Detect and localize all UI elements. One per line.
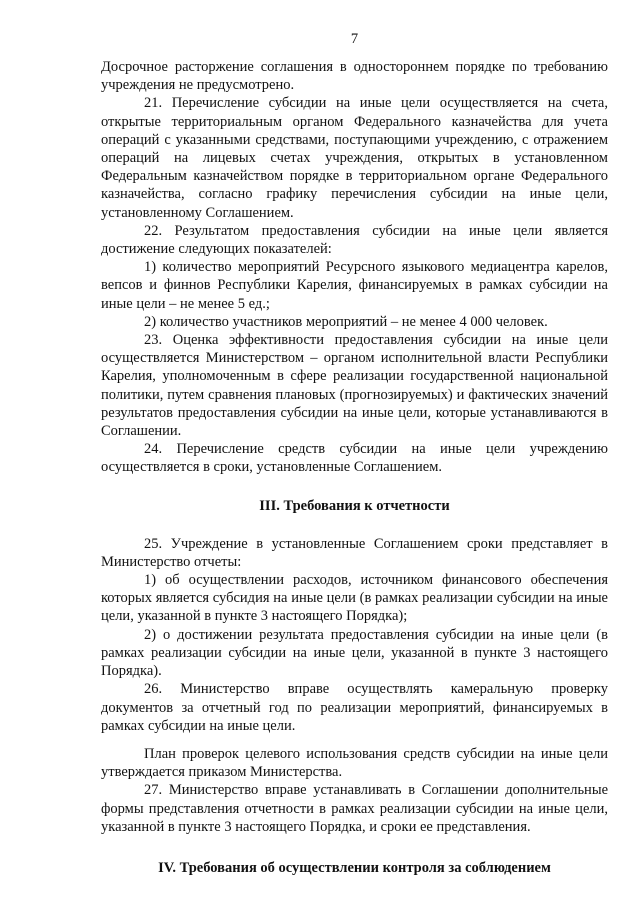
paragraph-23: 23. Оценка эффективности предоставления субсидии на иные цели осуществляется Министерством – органом исполнительной власти Республики Карелия, уполномоченным в сфере реализации государственной национальной политики, путем сравнения плановых (прогнозируемых) и фактических значений результатов предоставления субсидии на иные цели, которые устанавливаются в Соглашении. bbox=[101, 332, 608, 440]
paragraph-24: 24. Перечисление средств субсидии на иные цели учреждению осуществляется в сроки, установленные Соглашением. bbox=[101, 441, 608, 476]
paragraph-22-item-1: 1) количество мероприятий Ресурсного языкового медиацентра карелов, вепсов и финнов Республики Карелия, финансируемых в рамках субсидии на иные цели – не менее 5 ед.; bbox=[101, 259, 608, 312]
paragraph-early-termination: Досрочное расторжение соглашения в одностороннем порядке по требованию учреждения не предусмотрено. bbox=[101, 59, 608, 94]
paragraph-22-item-2: 2) количество участников мероприятий – не менее 4 000 человек. bbox=[144, 313, 548, 330]
paragraph-26: 26. Министерство вправе осуществлять камеральную проверку документов за отчетный год по реализации мероприятий, финансируемых в рамках субсидии на иные цели. bbox=[101, 681, 608, 734]
section-3-heading: III. Требования к отчетности bbox=[259, 497, 450, 514]
paragraph-22: 22. Результатом предоставления субсидии на иные цели является достижение следующих показателей: bbox=[101, 222, 608, 258]
paragraph-25-item-1: 1) об осуществлении расходов, источником финансового обеспечения которых является субсидия на иные цели (в рамках реализации субсидии на иные цели, указанной в пункте 3 настоящего Порядка); bbox=[101, 572, 608, 625]
paragraph-25-item-2: 2) о достижении результата предоставления субсидии на иные цели (в рамках реализации субсидии на иные цели, указанной в пункте 3 настоящего Порядка). bbox=[101, 626, 608, 680]
section-4-heading: IV. Требования об осуществлении контроля за соблюдением bbox=[158, 859, 551, 876]
page-number: 7 bbox=[350, 31, 359, 47]
paragraph-inspection-plan: План проверок целевого использования средств субсидии на иные цели утверждается приказом Министерства. bbox=[101, 745, 608, 781]
paragraph-25: 25. Учреждение в установленные Соглашением сроки представляет в Министерство отчеты: bbox=[101, 535, 608, 570]
paragraph-27: 27. Министерство вправе устанавливать в Соглашении дополнительные формы представления отчетности в рамках реализации субсидии на иные цели, указанной в пункте 3 настоящего Порядка, и сроки ее представления. bbox=[101, 782, 608, 835]
paragraph-21: 21. Перечисление субсидии на иные цели осуществляется на счета, открытые территориальным органом Федерального казначейства для учета операций с указанными средствами, поступающими учреждению, с отражением операций на лицевых счетах учреждения, открытых в установленном Федеральным казначейством порядке в территориальном органе Федерального казначейства, согласно графику перечисления субсидии на иные цели, установленному Соглашением. bbox=[101, 95, 608, 221]
